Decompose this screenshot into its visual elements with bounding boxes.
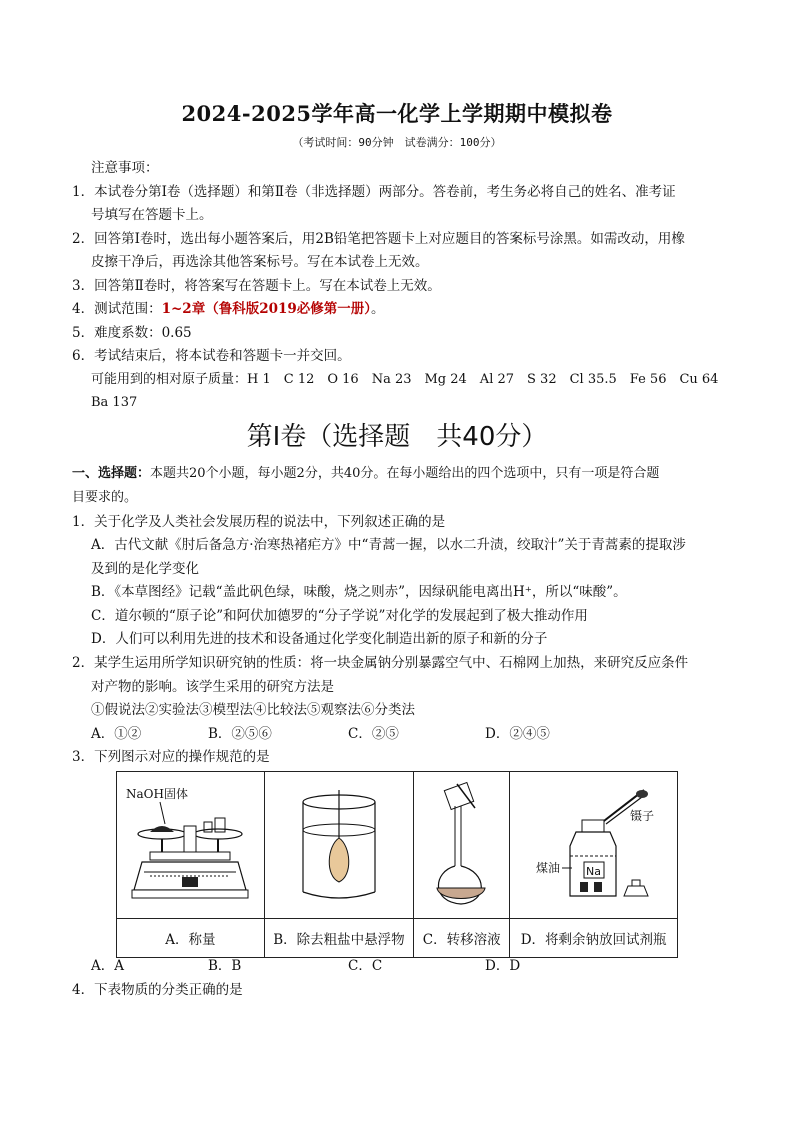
filtration-diagram xyxy=(269,780,409,910)
note-4-suffix: 。 xyxy=(371,301,385,317)
q3-caption-b: B．除去粗盐中悬浮物 xyxy=(264,919,413,958)
q2-option-a: A．①② xyxy=(91,726,142,742)
q2-option-c: C．②⑤ xyxy=(348,726,399,742)
q3-caption-d: D．将剩余钠放回试剂瓶 xyxy=(510,919,678,958)
note-4-scope: 1~2章（鲁科版2019必修第一册） xyxy=(161,301,372,317)
q3-option-d: D．D xyxy=(485,958,521,974)
q1-option-a-line-1: A．古代文献《肘后备急方·治寒热褚疟方》中“青蒿一握，以水二升渍，绞取汁”关于青蒿素的提取涉 xyxy=(91,537,686,553)
q3-operations-table xyxy=(116,771,678,958)
q4-stem: 4．下表物质的分类正确的是 xyxy=(72,982,243,998)
note-2-line-1: 2．回答第Ⅰ卷时，选出每小题答案后，用2B铅笔把答题卡上对应题目的答案标号涂黑。如需改动，用橡 xyxy=(72,231,685,247)
exam-title: 2024-2025学年高一化学上学期期中模拟卷 xyxy=(181,101,613,126)
part1-intro-text: 本题共20个小题，每小题2分，共40分。在每小题给出的四个选项中，只有一项是符合题 xyxy=(150,466,660,481)
part1-intro-label: 一、选择题： xyxy=(72,466,151,481)
sodium-bottle-diagram xyxy=(514,780,674,910)
q3-caption-c: C．转移溶液 xyxy=(414,919,510,958)
q2-methods: ①假说法②实验法③模型法④比较法⑤观察法⑥分类法 xyxy=(91,702,415,718)
q3-cell-filtration xyxy=(264,772,413,919)
q3-cell-transfer xyxy=(414,772,510,919)
atomic-masses-cont: Ba 137 xyxy=(91,395,138,410)
naoh-solid-label: NaOH固体 xyxy=(126,787,189,801)
note-5: 5．难度系数：0.65 xyxy=(72,325,192,341)
q3-caption-a: A．称量 xyxy=(117,919,265,958)
tweezers-label: 镊子 xyxy=(629,809,654,823)
note-1-line-2: 号填写在答题卡上。 xyxy=(91,207,213,223)
note-1-line-1: 1．本试卷分第Ⅰ卷（选择题）和第Ⅱ卷（非选择题）两部分。答卷前，考生务必将自己的姓名、准考证 xyxy=(72,184,676,200)
part1-heading: 第Ⅰ卷（选择题 共40分） xyxy=(246,422,548,452)
kerosene-label: 煤油 xyxy=(535,861,560,875)
transfer-diagram xyxy=(417,780,507,910)
q2-option-b: B．②⑤⑥ xyxy=(208,726,272,742)
sodium-label: Na xyxy=(585,865,601,878)
q1-option-d: D．人们可以利用先进的技术和设备通过化学变化制造出新的原子和新的分子 xyxy=(91,631,548,647)
note-6: 6．考试结束后，将本试卷和答题卡一并交回。 xyxy=(72,348,351,364)
q1-option-b: B．《本草图经》记载“盖此矾色绿，味酸，烧之则赤”，因绿矾能电离出H⁺，所以“味酸”。 xyxy=(91,584,627,600)
q2-stem-line-2: 对产物的影响。该学生采用的研究方法是 xyxy=(91,679,334,695)
notes-heading: 注意事项： xyxy=(91,160,159,176)
note-4-prefix: 4．测试范围： xyxy=(72,301,162,317)
q3-option-a: A．A xyxy=(91,958,124,974)
part1-intro-line-1 xyxy=(72,464,659,484)
q2-stem-line-1: 2．某学生运用所学知识研究钠的性质：将一块金属钠分别暴露空气中、石棉网上加热，来研究反应条件 xyxy=(72,655,689,671)
part1-intro-line-2: 目要求的。 xyxy=(72,490,138,505)
q3-cell-balance xyxy=(117,772,265,919)
q1-option-a-line-2: 及到的是化学变化 xyxy=(91,561,199,577)
note-3: 3．回答第Ⅱ卷时，将答案写在答题卡上。写在本试卷上无效。 xyxy=(72,278,441,294)
q2-option-d: D．②④⑤ xyxy=(485,726,550,742)
note-2-line-2: 皮擦干净后，再选涂其他答案标号。写在本试卷上无效。 xyxy=(91,254,429,270)
q3-cell-sodium xyxy=(510,772,678,919)
q3-stem: 3．下列图示对应的操作规范的是 xyxy=(72,749,270,765)
q3-option-b: B．B xyxy=(208,958,242,974)
q3-option-c: C．C xyxy=(348,958,383,974)
atomic-masses: 可能用到的相对原子质量：H 1 C 12 O 16 Na 23 Mg 24 Al 27 S 32 Cl 35.5 Fe 56 Cu 64 xyxy=(91,372,719,387)
balance-diagram xyxy=(120,780,260,910)
note-4 xyxy=(72,299,385,319)
q1-option-c: C．道尔顿的“原子论”和阿伏加德罗的“分子学说”对化学的发展起到了极大推动作用 xyxy=(91,608,588,624)
q1-stem: 1．关于化学及人类社会发展历程的说法中，下列叙述正确的是 xyxy=(72,514,446,530)
exam-subtitle: （考试时间：90分钟 试卷满分：100分） xyxy=(292,136,502,149)
